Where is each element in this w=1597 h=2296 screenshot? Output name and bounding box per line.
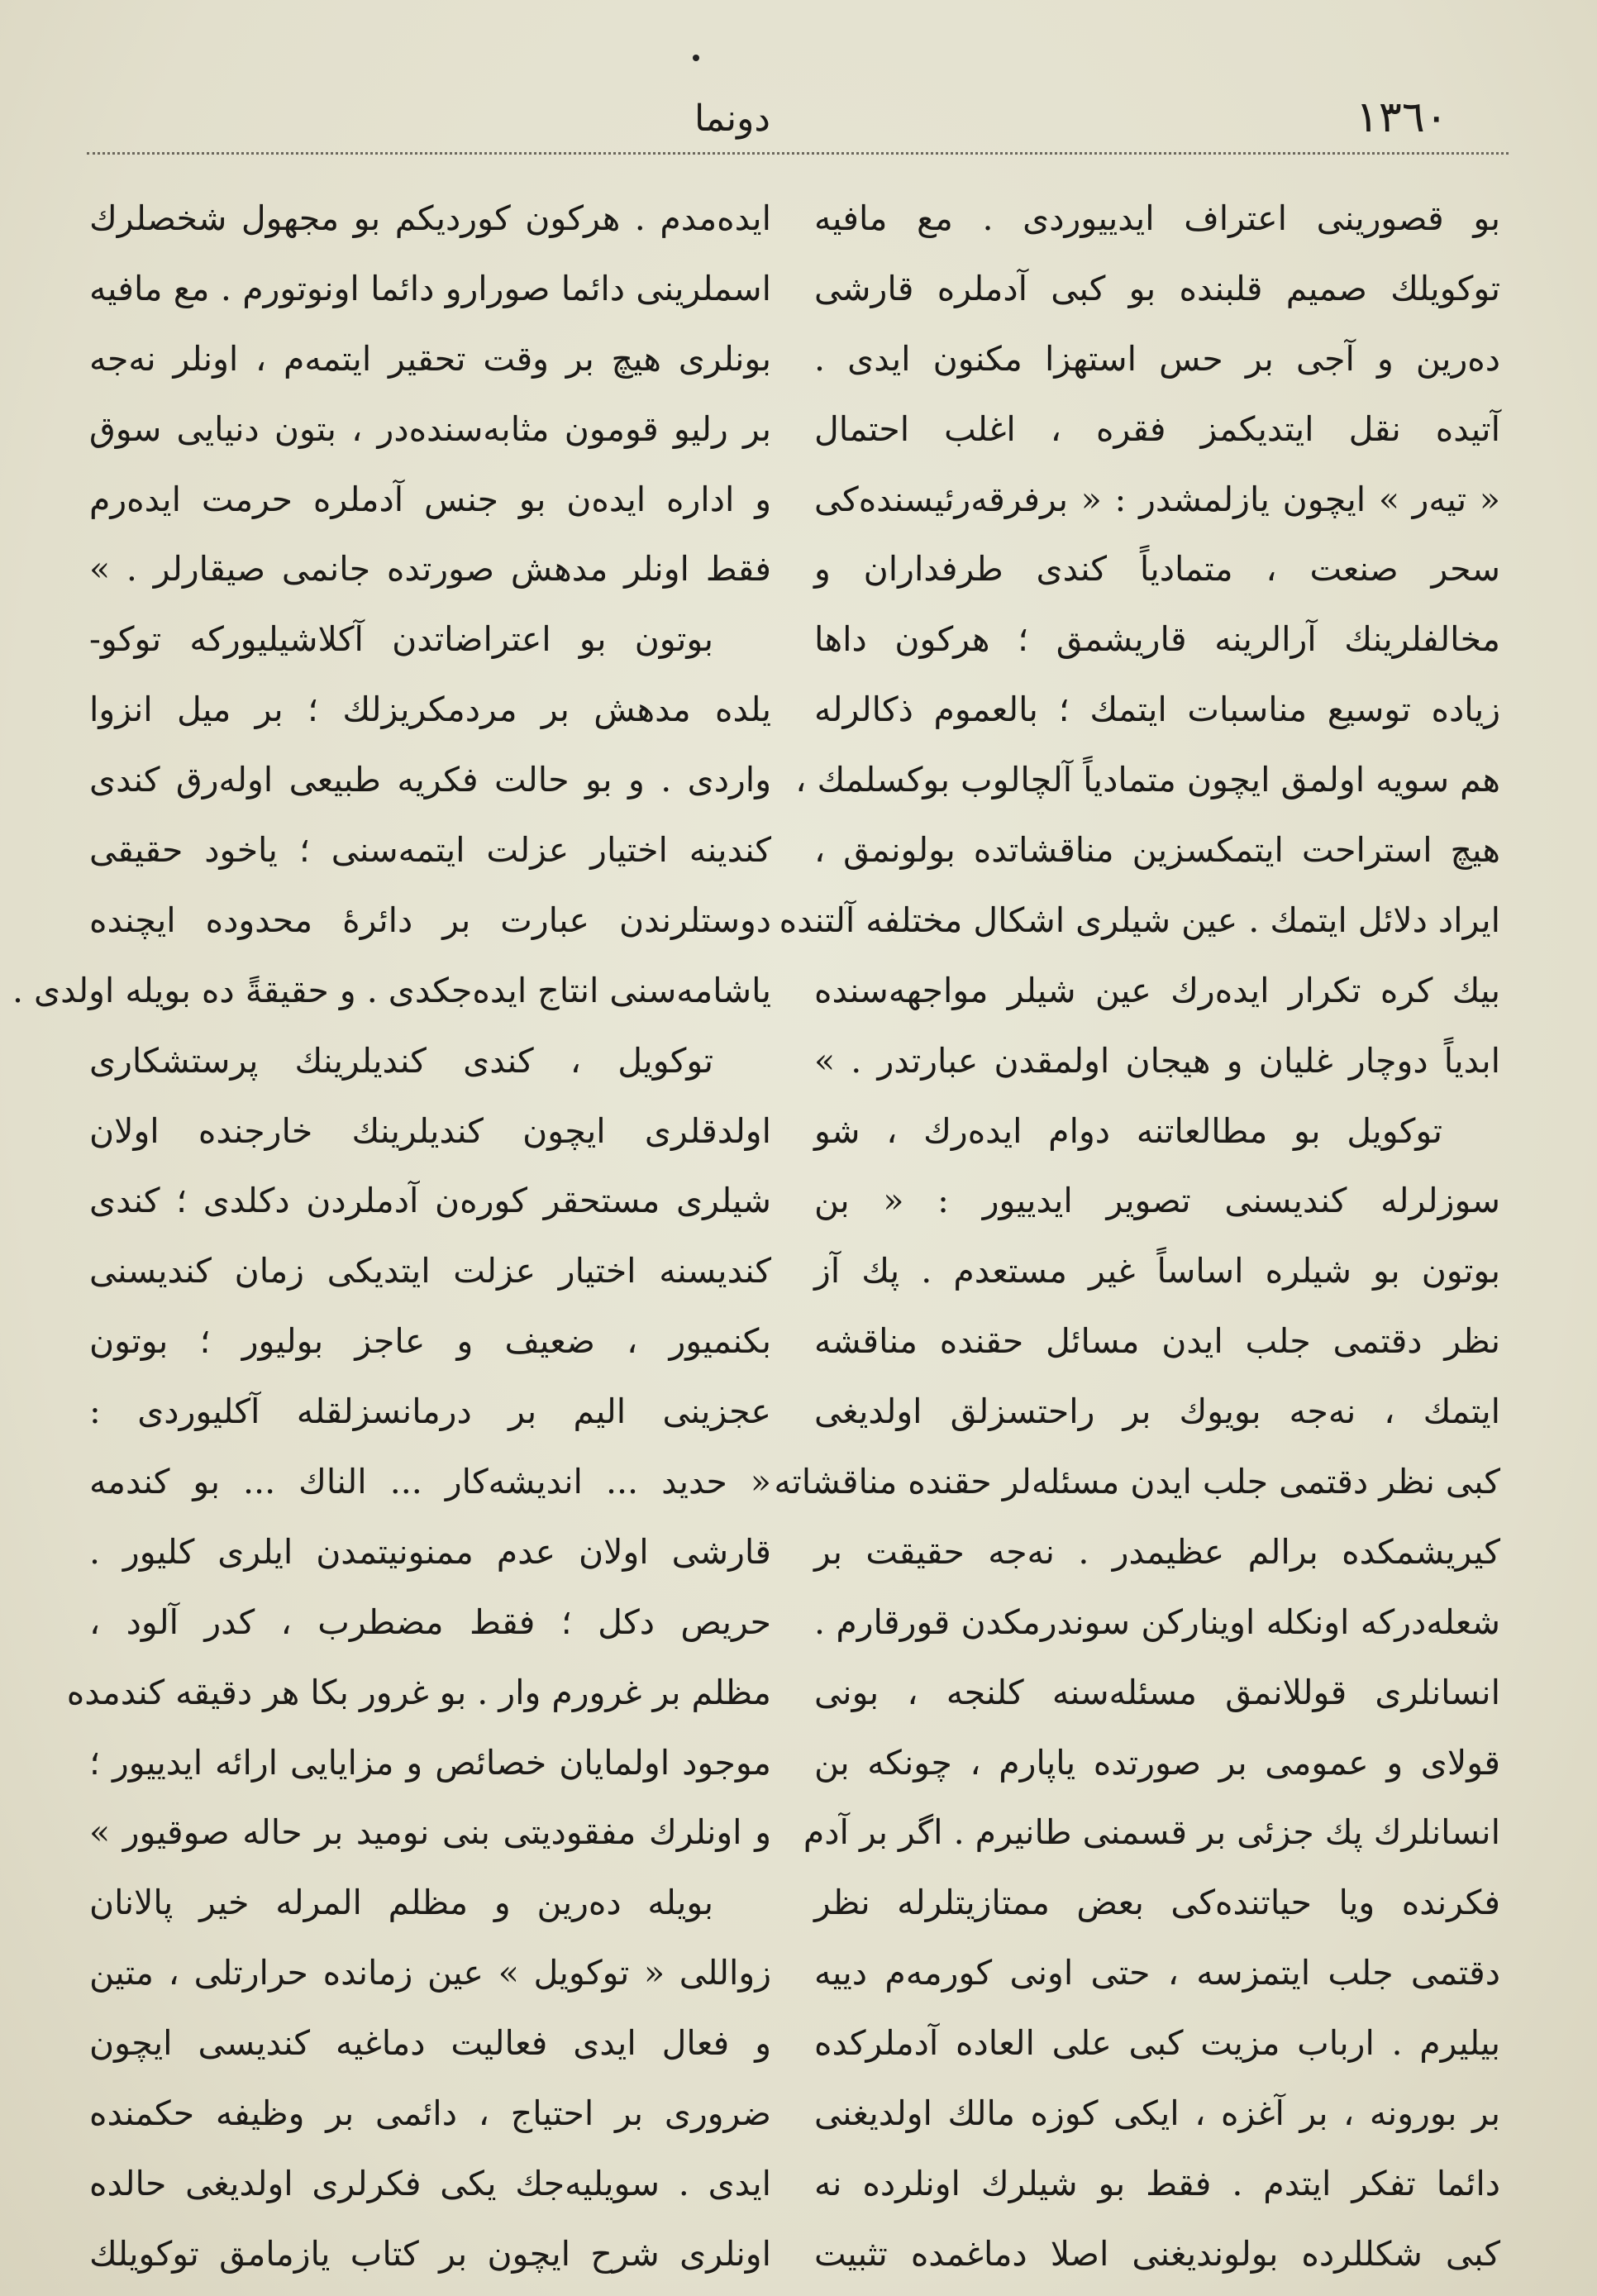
text-line: توکویل ، کندی کندیلرینك پرستشکاری [89,1040,713,1081]
text-line: هیچ استراحت ایتمکسزین مناقشاتده بولونمق ، [814,830,1500,871]
text-line: حریص دکل ؛ فقط مضطرب ، کدر آلود ، [89,1601,771,1642]
text-line: دوستلرندن عبارت بر دائرۀ محدوده ایچنده [89,900,771,940]
text-line: سحر صنعت ، متمادیاً کندی طرفداران و [814,549,1500,590]
text-line: بیك کره تکرار ایدەرك عین شیلر مواجهه‌سنده [814,970,1500,1010]
text-line: و فعال ایدی فعالیت دماغیه کندیسی ایچون [89,2023,771,2064]
running-title: دونما [694,98,770,140]
text-line: « تیەر » ایچون یازلمشدر : « برفرقه‌رئیسنده‌کی [814,479,1500,519]
text-line: دەرین و آجی بر حس استهزا مکنون ایدی . [814,338,1500,379]
text-line: توکویلك صمیم قلبنده بو کبی آدملره قارشی [814,268,1500,308]
text-line: ایده‌مدم . هرکون کوردیکم بو مجهول شخصلرك [89,198,771,238]
text-line: قولای و عمومی بر صورتده یاپارم ، چونکه بن [814,1742,1500,1783]
text-line: بکنمیور ، ضعیف و عاجز بولیور ؛ بوتون [89,1321,771,1362]
text-line: و اونلرك مفقودیتی بنی نومید بر حاله صوقیور » [89,1812,771,1853]
text-line: کبی شکللرده بولوندیغنی اصلا دماغمده تثبیت [814,2233,1500,2274]
header-divider [87,152,1509,155]
text-line: فکرنده ویا حیاتنده‌کی بعض ممتازیتلرله نظر [814,1883,1500,1923]
text-line: دائما تفکر ایتدم . فقط بو شیلرك اونلرده نه [814,2163,1500,2203]
text-column-left [12,184,771,2289]
text-line: سوزلرله کندیسنی تصویر ایدییور : « بن [814,1181,1500,1221]
text-line: بو قصورینی اعتراف ایدییوردی . مع مافیه [814,198,1500,238]
text-line: بونلری هیچ بر وقت تحقیر ایتمەم ، اونلر نه‌جه [89,338,771,379]
text-line: ضروری بر احتیاج ، دائمی بر وظیفه حکمنده [89,2093,771,2134]
text-line: کبی نظر دقتمی جلب ایدن مسئله‌لر حقنده مناقشاته [774,1462,1500,1502]
text-line: بوتون بو شیلره اساساً غیر مستعدم . پك آز [814,1251,1500,1291]
text-line: زیاده توسیع مناسبات ایتمك ؛ بالعموم ذکالرله [814,690,1500,730]
text-line: اولدقلری ایچون کندیلرینك خارجنده اولان [89,1110,771,1151]
page-number: ١٣٦٠ [1356,93,1448,142]
text-line: شعله‌درکه اونکله اوینارکن سوندرمکدن قورقارم . [814,1601,1500,1642]
text-line: « حدید ... اندیشه‌کار ... الناك ... بو کندمه [89,1462,771,1502]
text-line: نظر دقتمی جلب ایدن مسائل حقنده مناقشه [814,1321,1500,1362]
text-line: اونلری شرح ایچون بر کتاب یازمامق توکویلك [89,2233,771,2274]
text-line: واردی . و بو حالت فکریه طبیعی اولەرق کندی [89,760,771,800]
text-line: یلده مدهش بر مردمکریزلك ؛ بر میل انزوا [89,690,771,730]
text-line: انسانلرك پك جزئی بر قسمنی طانیرم . اگر بر آدم [803,1812,1500,1853]
text-line: مخالفلرینك آرالرینه قاریشمق ؛ هرکون داها [814,619,1500,660]
text-line: اسملرینی دائما صورارو دائما اونوتورم . مع مافیه [89,268,771,308]
text-line: مظلم بر غرورم وار . بو غرور بکا هر دقیقه کندمده [66,1672,771,1712]
text-line: آتیده نقل ایتدیکمز فقره ، اغلب احتمال [814,408,1500,449]
text-line: توکویل بو مطالعاتنه دوام ایدەرك ، شو [814,1110,1442,1151]
text-line: ایراد دلائل ایتمك . عین شیلری اشکال مختلفه آلتنده [779,900,1500,940]
text-line: قارشی اولان عدم ممنونیتمدن ایلری کلیور . [89,1531,771,1572]
text-line: انسانلری قوللانمق مسئله‌سنه کلنجه ، بونی [814,1672,1500,1712]
text-line: ایتمك ، نه‌جه بویوك بر راحتسزلق اولدیغی [814,1391,1500,1432]
text-column-right [774,184,1501,2289]
text-line: بیلیرم . ارباب مزیت کبی علی العاده آدملرکده [814,2023,1501,2064]
text-line: و اداره ایدەن بو جنس آدملره حرمت ایدەرم [89,479,771,519]
text-line: بر بورونه ، بر آغزه ، ایکی کوزه مالك اولدیغنی [814,2093,1500,2134]
text-line: کیریشمکده برالم عظیمدر . نه‌جه حقیقت بر [814,1531,1500,1572]
text-line: شیلری مستحقر کورەن آدملردن دکلدی ؛ کندی [89,1181,771,1221]
text-line: یاشامه‌سنی انتاج ایده‌جکدی . و حقیقةً ده بویله اولدی . [12,970,771,1010]
text-line: ایدی . سویلیه‌جك یکی فکرلری اولدیغی حالده [89,2163,771,2203]
text-line: عجزینی الیم بر درمانسزلقله آکلیوردی : [89,1391,771,1432]
text-line: زواللی « توکویل » عین زمانده حرارتلی ، متین [89,1953,771,1993]
text-line: کندینه اختیار عزلت ایتمه‌سنی ؛ یاخود حقیقی [89,830,771,871]
text-line: بر رلیو قومون مثابه‌سنده‌در ، بتون دنیایی سوق [89,408,771,449]
text-line: کندیسنه اختیار عزلت ایتدیکی زمان کندیسنی [89,1251,771,1291]
text-line: هم سویه اولمق ایچون متمادیاً آلچالوب بوکسلمك ، [795,760,1500,800]
text-line: دقتمی جلب ایتمزسه ، حتی اونی کورمەم دییه [814,1953,1500,1993]
text-line: بویله دەرین و مظلم المرله خیر پالانان [89,1883,713,1923]
text-line: ابدیاً دوچار غلیان و هیجان اولمقدن عبارتدر . » [814,1040,1500,1081]
text-line: موجود اولمایان خصائص و مزایایی ارائه ایدییور ؛ [89,1742,771,1783]
text-line: بوتون بو اعتراضاتدن آکلاشیلیورکه توکو- [89,619,713,660]
text-line: فقط اونلر مدهش صورتده جانمی صیقارلر . » [89,549,771,590]
ink-dot [693,55,699,61]
